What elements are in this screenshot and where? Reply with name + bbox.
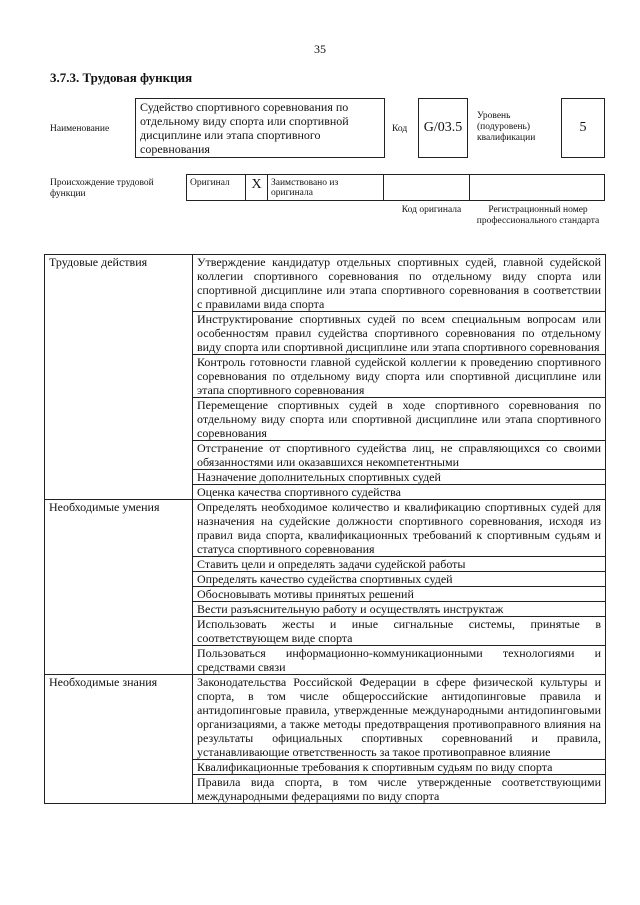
- row-item: Определять необходимое количество и квалификацию спортивных судей для назначения на судейские должности спортивного соревнования, исходя из правил вида спорта, квалификационных требований к спортивным судьям и статуса спортивного соревнования: [193, 500, 606, 557]
- origin-code-cell: [384, 175, 470, 201]
- row-item: Законодательства Российской Федерации в сфере физической культуры и спорта, в том числе общероссийские антидопинговые правила и антидопинговые правила, утвержденные международными антидопинговыми организациями, а также методы предотвращения противоправного влияния на результаты официальных спортивных соревнований и правила, устанавливающие ответственность за такое противоправное влияние: [193, 675, 606, 760]
- origin-table: [186, 174, 605, 201]
- row-item: Обосновывать мотивы принятых решений: [193, 587, 606, 602]
- name-label: Наименование: [50, 124, 110, 134]
- function-table-body: [45, 255, 606, 804]
- row-item: Правила вида спорта, в том числе утвержденные соответствующими международными федерациями по виду спорта: [193, 775, 606, 804]
- row-item: Ставить цели и определять задачи судейской работы: [193, 557, 606, 572]
- level-label: Уровень (подуровень) квалификации: [477, 111, 536, 143]
- row-category: Трудовые действия: [45, 255, 193, 500]
- row-category: Необходимые умения: [45, 500, 193, 675]
- code-value: G/03.5: [418, 98, 468, 158]
- page-number: 35: [314, 42, 326, 56]
- name-value: Судейство спортивного соревнования по отдельному виду спорта или спортивной дисциплине или этапа спортивного соревнования: [135, 98, 385, 158]
- row-category: Необходимые знания: [45, 675, 193, 804]
- code-label: Код: [392, 124, 408, 134]
- level-value: 5: [561, 98, 605, 158]
- row-item: Перемещение спортивных судей в ходе спортивного соревнования по отдельному виду спорта или спортивной дисциплине или этапа спортивного соревнования: [193, 398, 606, 441]
- table-row: [45, 255, 606, 312]
- function-table: [44, 254, 606, 804]
- row-item: Оценка качества спортивного судейства: [193, 485, 606, 500]
- row-item: Контроль готовности главной судейской коллегии к проведению спортивного соревнования по отдельному виду спорта или спортивной дисциплине или этапа спортивного соревнования: [193, 355, 606, 398]
- table-row: [45, 675, 606, 760]
- table-row: [45, 500, 606, 557]
- origin-reg-cell: [470, 175, 606, 201]
- reg-number-caption: Регистрационный номер профессионального стандарта: [476, 205, 600, 226]
- row-item: Квалификационные требования к спортивным судьям по виду спорта: [193, 760, 606, 775]
- origin-original-label: Оригинал: [187, 175, 246, 201]
- origin-original-mark: X: [246, 175, 268, 201]
- row-item: Определять качество судейства спортивных судей: [193, 572, 606, 587]
- row-item: Инструктирование спортивных судей по всем специальным вопросам или особенностям правил судейства спортивного соревнования по отдельному виду спорта или спортивной дисциплине или этапа спортивного соревнования: [193, 312, 606, 355]
- row-item: Назначение дополнительных спортивных судей: [193, 470, 606, 485]
- row-item: Пользоваться информационно-коммуникационными технологиями и средствами связи: [193, 646, 606, 675]
- original-code-caption: Код оригинала: [401, 205, 462, 215]
- row-item: Утверждение кандидатур отдельных спортивных судей, главной судейской коллегии спортивного соревнования по отдельному виду спорта или спортивной дисциплине или этапа спортивного соревнования в соответствии с правилами вида спорта: [193, 255, 606, 312]
- row-item: Отстранение от спортивного судейства лиц, не справляющихся со своими обязанностями или оказавшихся некомпетентными: [193, 441, 606, 470]
- row-item: Использовать жесты и иные сигнальные системы, принятые в соответствующем виде спорта: [193, 617, 606, 646]
- row-item: Вести разъяснительную работу и осуществлять инструктаж: [193, 602, 606, 617]
- section-title: 3.7.3. Трудовая функция: [50, 70, 193, 85]
- origin-label: Происхождение трудовой функции: [50, 178, 154, 199]
- origin-borrowed-label: Заимствовано из оригинала: [268, 175, 384, 201]
